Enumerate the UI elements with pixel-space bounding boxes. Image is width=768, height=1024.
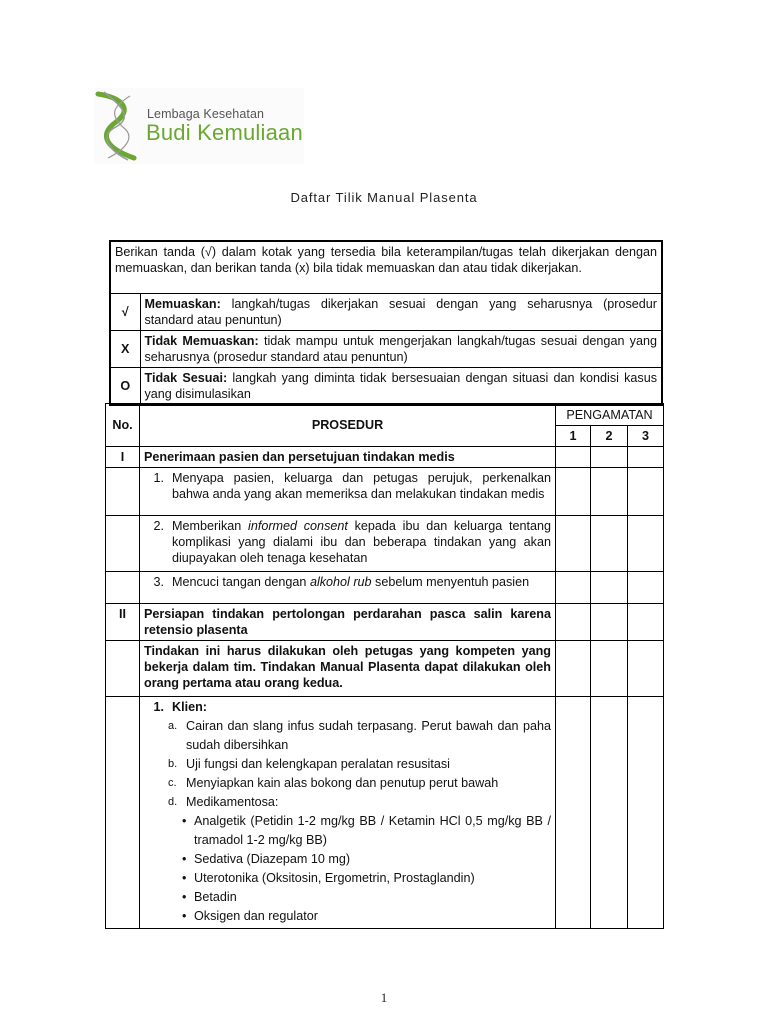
document-title: Daftar Tilik Manual Plasenta	[290, 190, 478, 205]
check-cell[interactable]	[556, 447, 591, 468]
check-cell[interactable]	[628, 697, 664, 929]
bullet-item: • Uterotonika (Oksitosin, Ergometrin, Prostaglandin)	[182, 869, 551, 888]
check-cell[interactable]	[628, 468, 664, 516]
institution-logo	[94, 88, 304, 164]
legend-row	[110, 293, 662, 330]
check-cell[interactable]	[591, 468, 628, 516]
header-col-2: 2	[591, 426, 628, 447]
check-cell[interactable]	[628, 641, 664, 697]
sub-item: c. Menyiapkan kain alas bokong dan penutup perut bawah	[168, 776, 499, 790]
check-cell[interactable]	[591, 604, 628, 641]
bullet-icon: •	[182, 871, 187, 885]
symbol-x: X	[110, 330, 140, 367]
header-col-3: 3	[628, 426, 664, 447]
check-cell[interactable]	[591, 516, 628, 572]
bullet-item: • Analgetik (Petidin 1-2 mg/kg BB / Ketamin HCl 0,5 mg/kg BB / tramadol 1-2 mg/kg BB)	[182, 812, 551, 850]
check-cell[interactable]	[556, 697, 591, 929]
legend-term: Tidak Memuaskan:	[144, 333, 259, 348]
bullet-item: • Oksigen dan regulator	[182, 907, 551, 926]
check-cell[interactable]	[591, 447, 628, 468]
symbol-o: O	[110, 367, 140, 405]
dna-helix-icon	[94, 88, 144, 164]
logo-subtitle: Lembaga Kesehatan	[147, 107, 265, 121]
list-item: 1. Menyapa pasien, keluarga dan petugas perujuk, perkenalkan bahwa anda yang akan memeriksa dan melakukan tindakan medis	[153, 471, 551, 501]
legend-term: Tidak Sesuai:	[144, 370, 228, 385]
section-title: Persiapan tindakan pertolongan perdarahan pasca salin karena retensio plasenta	[140, 604, 556, 641]
section-number: II	[106, 604, 140, 641]
bullet-icon: •	[182, 852, 187, 866]
legend-desc: langkah yang diminta tidak bersesuaian dengan situasi dan kondisi kasus yang disimulasikan	[144, 370, 657, 401]
sub-item: b. Uji fungsi dan kelengkapan peralatan resusitasi	[168, 757, 450, 771]
check-cell[interactable]	[556, 604, 591, 641]
bullet-item: • Sedativa (Diazepam 10 mg)	[182, 850, 551, 869]
check-cell[interactable]	[628, 516, 664, 572]
bullet-item: • Betadin	[182, 888, 551, 907]
procedure-table	[105, 403, 664, 929]
table-row	[106, 447, 664, 468]
legend-term: Memuaskan:	[144, 296, 221, 311]
legend-desc: langkah/tugas dikerjakan sesuai dengan yang seharusnya (prosedur standard atau penuntun)	[144, 296, 657, 327]
symbol-check: √	[110, 293, 140, 330]
check-cell[interactable]	[556, 641, 591, 697]
section-note: Tindakan ini harus dilakukan oleh petugas yang kompeten yang bekerja dalam tim. Tindakan Manual Plasenta dapat dilakukan oleh orang pertama atau orang kedua.	[140, 641, 556, 697]
header-pengamatan: PENGAMATAN	[556, 404, 664, 426]
list-item: 3. Mencuci tangan dengan alkohol rub sebelum menyentuh pasien	[153, 575, 530, 589]
sub-item: a. Cairan dan slang infus sudah terpasang. Perut bawah dan paha sudah dibersihkan	[168, 719, 551, 752]
table-row	[106, 516, 664, 572]
table-row	[106, 697, 664, 929]
table-row	[106, 641, 664, 697]
check-cell[interactable]	[591, 697, 628, 929]
check-cell[interactable]	[591, 641, 628, 697]
sub-item: d. Medikamentosa:	[168, 795, 279, 809]
check-cell[interactable]	[556, 516, 591, 572]
check-cell[interactable]	[591, 572, 628, 604]
table-row	[106, 604, 664, 641]
legend-intro: Berikan tanda (√) dalam kotak yang tersedia bila keterampilan/tugas telah dikerjakan dengan memuaskan, dan berikan tanda (x) bila tidak memuaskan dan atau tidak dikerjakan.	[110, 241, 662, 293]
legend-desc: tidak mampu untuk mengerjakan langkah/tugas sesuai dengan yang seharusnya (prosedur standard atau penuntun)	[144, 333, 657, 364]
legend-table	[109, 240, 663, 406]
check-cell[interactable]	[628, 572, 664, 604]
header-no: No.	[106, 404, 140, 447]
section-number: I	[106, 447, 140, 468]
legend-row	[110, 367, 662, 405]
bullet-icon: •	[182, 814, 187, 828]
header-col-1: 1	[556, 426, 591, 447]
list-item: 2. Memberikan informed consent kepada ibu dan keluarga tentang komplikasi yang dialami ibu dan beberapa tindakan yang akan diupayakan oleh tenaga kesehatan	[153, 519, 551, 565]
bullet-icon: •	[182, 909, 187, 923]
logo-name: Budi Kemuliaan	[146, 120, 303, 145]
check-cell[interactable]	[556, 572, 591, 604]
legend-row	[110, 330, 662, 367]
check-cell[interactable]	[628, 604, 664, 641]
page-number: 1	[380, 990, 388, 1005]
table-row	[106, 572, 664, 604]
bullet-icon: •	[182, 890, 187, 904]
header-prosedur: PROSEDUR	[140, 404, 556, 447]
check-cell[interactable]	[556, 468, 591, 516]
check-cell[interactable]	[628, 447, 664, 468]
table-row	[106, 468, 664, 516]
list-item: 1. Klien:	[153, 700, 207, 714]
section-title: Penerimaan pasien dan persetujuan tindakan medis	[140, 447, 556, 468]
